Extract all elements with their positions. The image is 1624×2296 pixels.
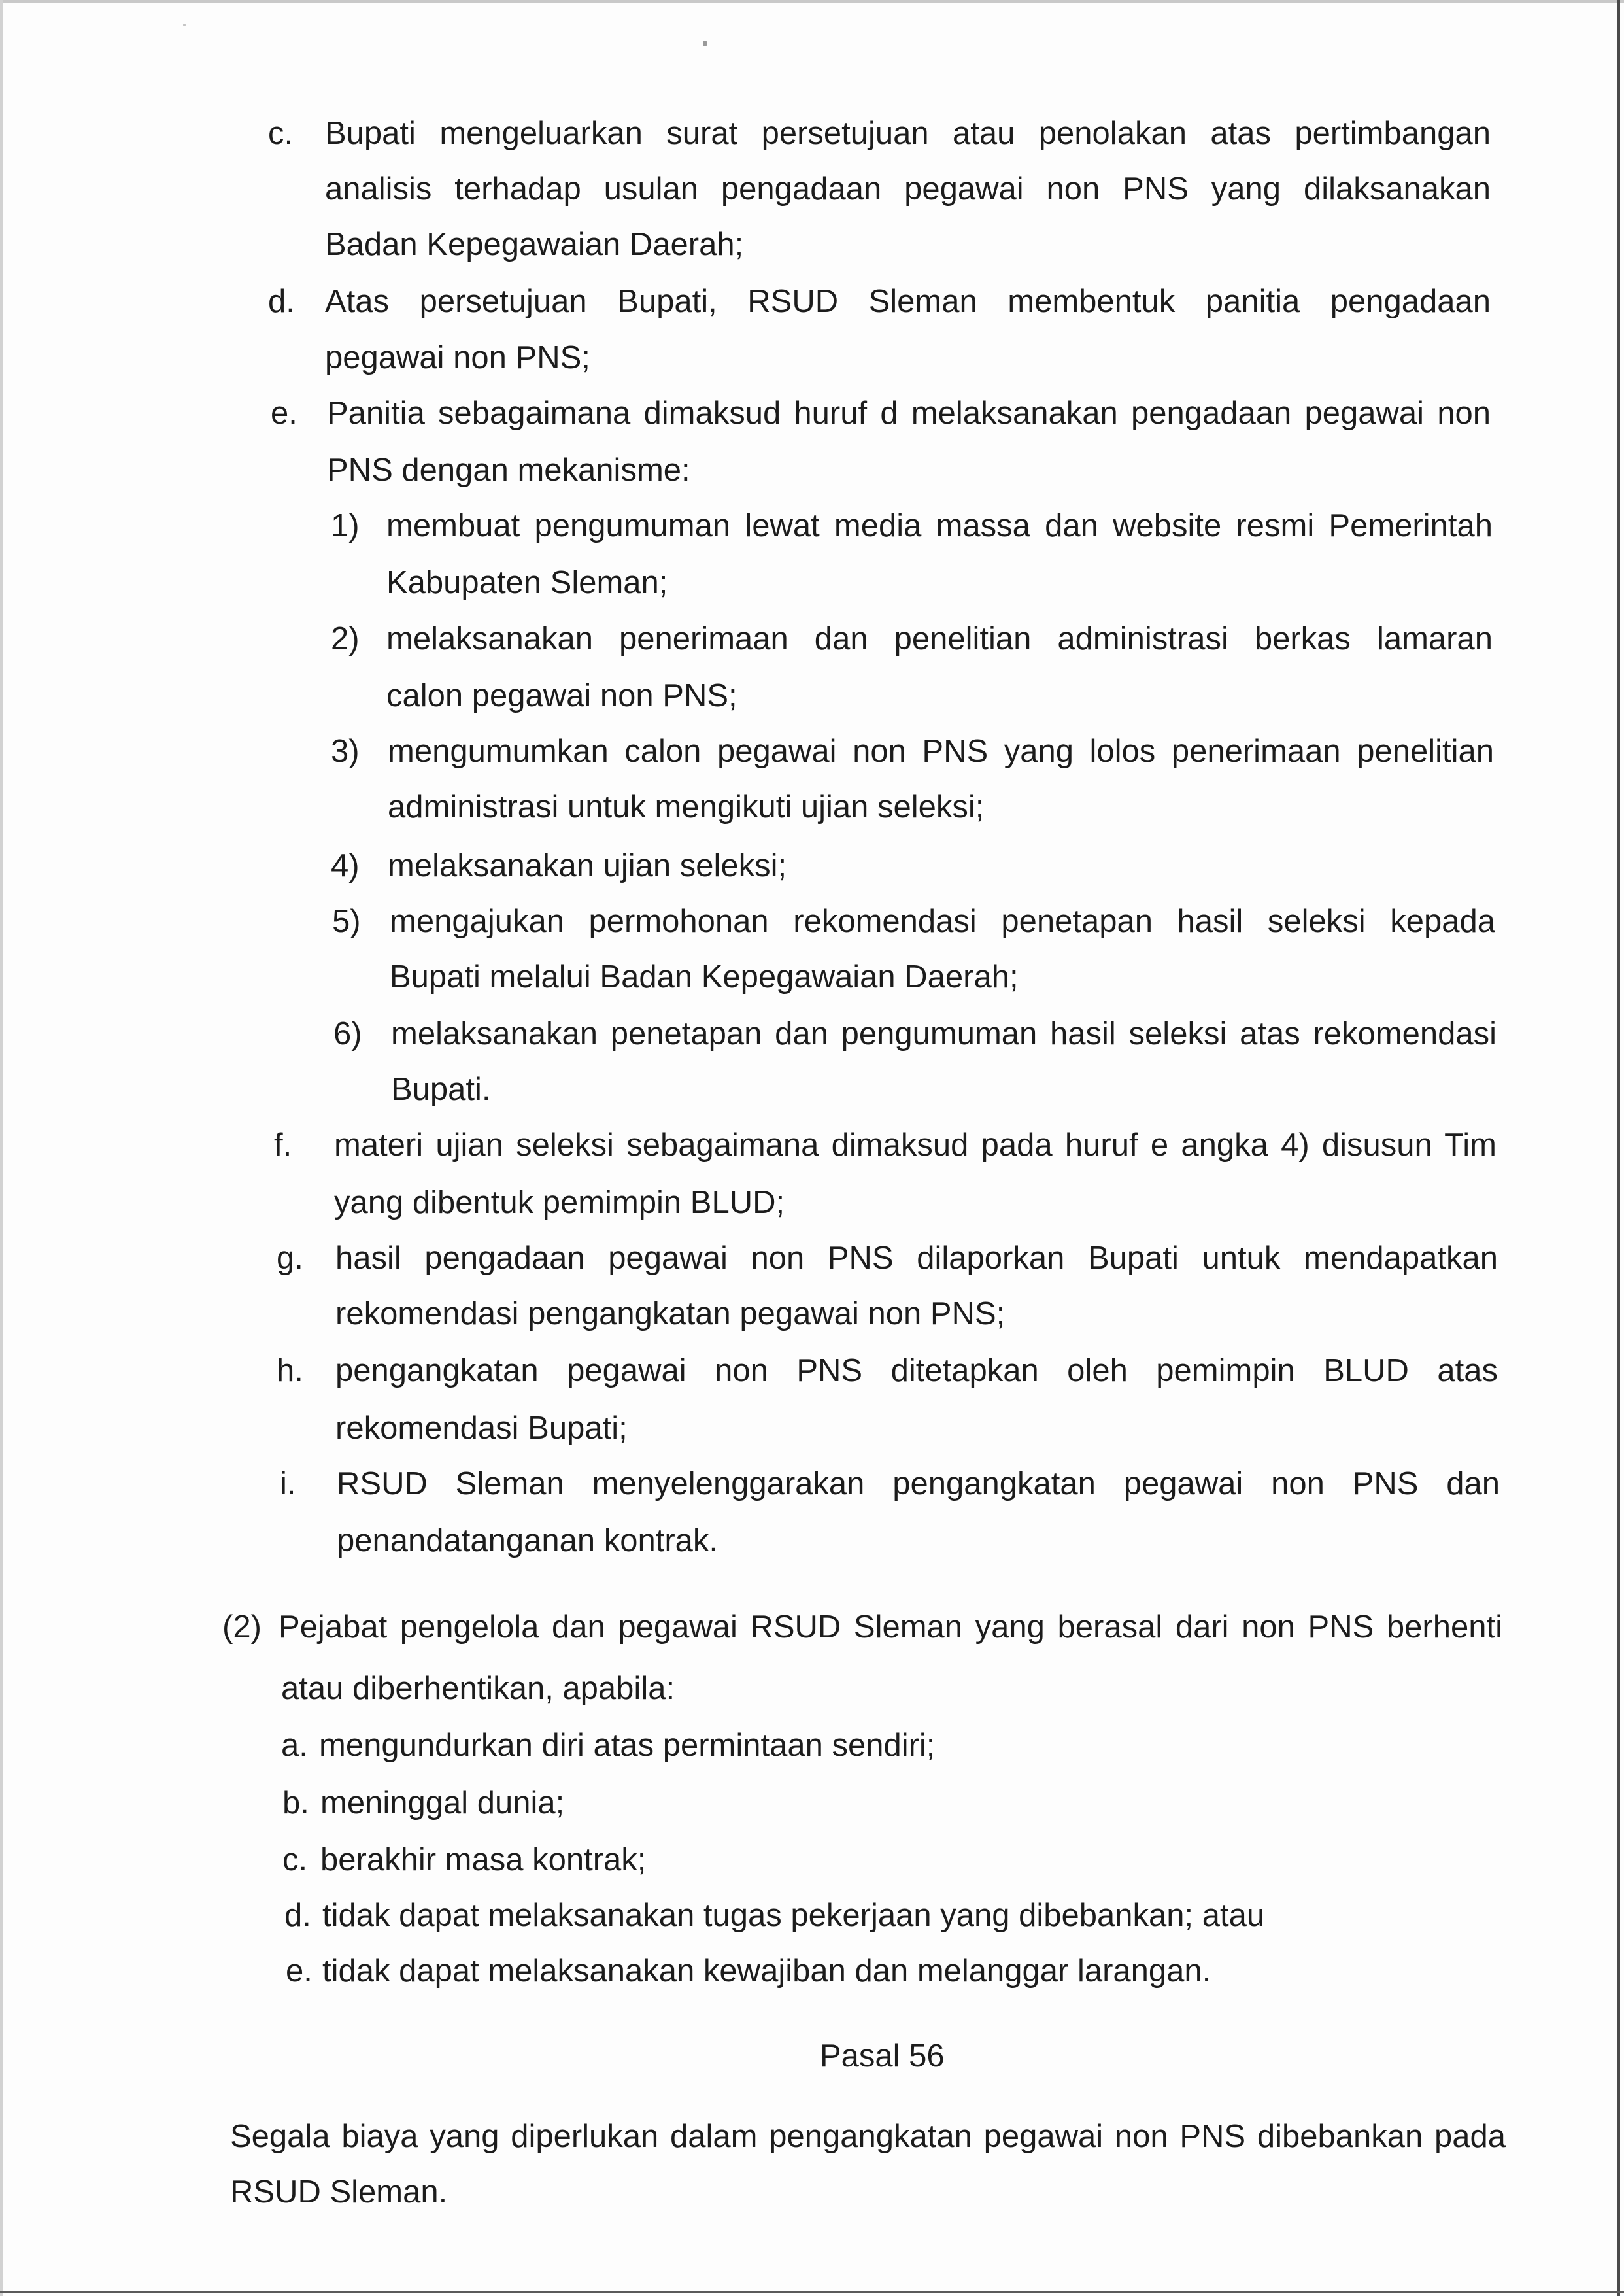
sub-item-line: mengajukan permohonan rekomendasi penetapan hasil seleksi kepada <box>390 904 1495 939</box>
clause-item-text: mengundurkan diri atas permintaan sendiri; <box>319 1728 936 1763</box>
clause-label: (2) <box>222 1609 262 1645</box>
clause-item-label: b. <box>282 1785 309 1821</box>
sub-item-line: Kabupaten Sleman; <box>386 565 668 600</box>
item-label: c. <box>268 116 294 151</box>
scan-speck <box>183 24 186 26</box>
item-label: e. <box>271 396 297 431</box>
clause-item-text: meninggal dunia; <box>320 1785 565 1821</box>
sub-item-label: 1) <box>331 508 360 543</box>
item-line: pengangkatan pegawai non PNS ditetapkan oleh pemimpin BLUD atas <box>335 1353 1498 1388</box>
item-line: rekomendasi Bupati; <box>335 1411 628 1446</box>
item-line: analisis terhadap usulan pengadaan pegawai non PNS yang dilaksanakan <box>325 171 1491 207</box>
item-label: i. <box>280 1466 296 1501</box>
item-line: Atas persetujuan Bupati, RSUD Sleman membentuk panitia pengadaan <box>325 284 1491 319</box>
sub-item-line: melaksanakan penetapan dan pengumuman hasil seleksi atas rekomendasi <box>391 1016 1497 1052</box>
item-label: f. <box>274 1127 292 1163</box>
item-label: d. <box>268 284 295 319</box>
article-heading: Pasal 56 <box>820 2038 945 2074</box>
article-line: RSUD Sleman. <box>230 2174 448 2210</box>
sub-item-label: 3) <box>331 734 360 769</box>
clause-line: Pejabat pengelola dan pegawai RSUD Sleman yang berasal dari non PNS berhenti <box>279 1609 1502 1645</box>
item-line: Panitia sebagaimana dimaksud huruf d melaksanakan pengadaan pegawai non <box>327 396 1491 431</box>
scan-speck <box>703 41 707 46</box>
item-line: RSUD Sleman menyelenggarakan pengangkatan pegawai non PNS dan <box>337 1466 1500 1501</box>
item-line: hasil pengadaan pegawai non PNS dilaporkan Bupati untuk mendapatkan <box>335 1241 1498 1276</box>
clause-item-text: tidak dapat melaksanakan tugas pekerjaan yang dibebankan; atau <box>322 1898 1265 1933</box>
sub-item-label: 6) <box>333 1016 362 1052</box>
item-line: PNS dengan mekanisme: <box>327 453 690 488</box>
scan-edge-right <box>1617 0 1620 2296</box>
sub-item-label: 4) <box>331 848 360 883</box>
sub-item-line: Bupati melalui Badan Kepegawaian Daerah; <box>390 959 1019 995</box>
clause-item-text: tidak dapat melaksanakan kewajiban dan melanggar larangan. <box>322 1953 1211 1989</box>
scan-edge-left <box>0 0 3 2296</box>
sub-item-label: 2) <box>331 621 360 657</box>
item-line: Bupati mengeluarkan surat persetujuan atau penolakan atas pertimbangan <box>325 116 1491 151</box>
sub-item-line: Bupati. <box>391 1072 491 1107</box>
scan-edge-bottom <box>0 2291 1624 2293</box>
clause-item-label: e. <box>286 1953 313 1989</box>
sub-item-line: melaksanakan ujian seleksi; <box>388 848 787 883</box>
sub-item-line: administrasi untuk mengikuti ujian seleksi; <box>388 789 985 825</box>
item-line: yang dibentuk pemimpin BLUD; <box>334 1185 785 1220</box>
item-line: pegawai non PNS; <box>325 340 590 375</box>
sub-item-line: mengumumkan calon pegawai non PNS yang lolos penerimaan penelitian <box>388 734 1494 769</box>
sub-item-line: calon pegawai non PNS; <box>386 678 737 713</box>
item-line: Badan Kepegawaian Daerah; <box>325 227 744 262</box>
scan-edge-top <box>0 0 1624 3</box>
item-line: materi ujian seleksi sebagaimana dimaksud pada huruf e angka 4) disusun Tim <box>334 1127 1497 1163</box>
clause-item-text: berakhir masa kontrak; <box>320 1842 647 1877</box>
sub-item-line: membuat pengumuman lewat media massa dan website resmi Pemerintah <box>386 508 1493 543</box>
item-label: h. <box>277 1353 303 1388</box>
clause-line: atau diberhentikan, apabila: <box>281 1671 675 1706</box>
clause-item-label: c. <box>282 1842 308 1877</box>
item-line: rekomendasi pengangkatan pegawai non PNS; <box>335 1296 1006 1331</box>
sub-item-label: 5) <box>332 904 361 939</box>
sub-item-line: melaksanakan penerimaan dan penelitian administrasi berkas lamaran <box>386 621 1493 657</box>
item-label: g. <box>277 1241 303 1276</box>
clause-item-label: d. <box>284 1898 311 1933</box>
article-line: Segala biaya yang diperlukan dalam pengangkatan pegawai non PNS dibebankan pada <box>230 2119 1506 2154</box>
item-line: penandatanganan kontrak. <box>337 1523 719 1558</box>
clause-item-label: a. <box>281 1728 308 1763</box>
